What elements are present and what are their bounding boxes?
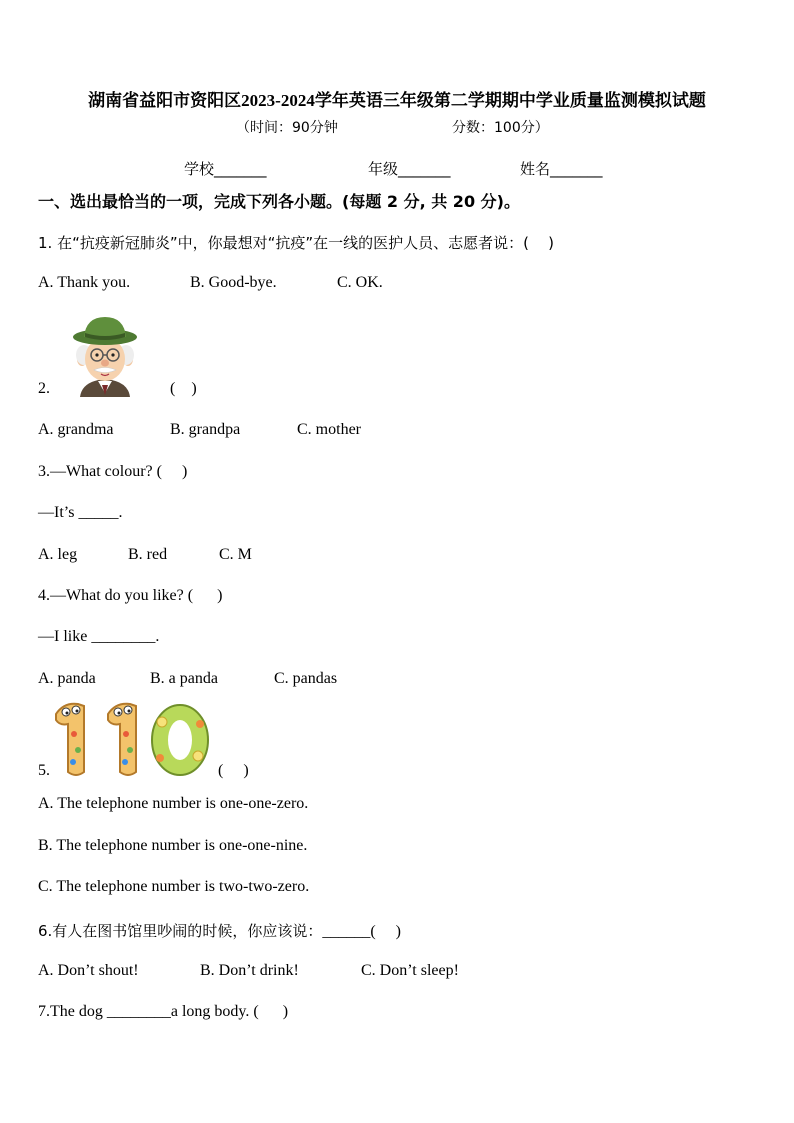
q4-option-b[interactable]: B. a panda <box>150 670 218 687</box>
page-title: 湖南省益阳市资阳区2023-2024学年英语三年级第二学期期中学业质量监测模拟试题 <box>88 91 706 110</box>
q1-stem: 1. 在“抗疫新冠肺炎”中，你最想对“抗疫”在一线的医护人员、志愿者说：( ) <box>38 234 554 252</box>
q2-option-b[interactable]: B. grandpa <box>170 421 241 438</box>
q3-option-b[interactable]: B. red <box>128 546 168 563</box>
q5-option-c[interactable]: C. The telephone number is two-two-zero. <box>38 878 310 895</box>
q3-answer-line: —It’s _____. <box>38 504 123 521</box>
q2-number: 2. <box>38 380 50 397</box>
q6-option-c[interactable]: C. Don’t sleep! <box>361 962 459 979</box>
school-field[interactable]: 学校_______ <box>184 160 267 178</box>
grandpa-image <box>70 315 140 397</box>
q6-blank[interactable]: ______( ) <box>322 923 401 940</box>
q1-option-a[interactable]: A. Thank you. <box>38 274 131 291</box>
q4-question: 4.—What do you like? ( ) <box>38 587 223 604</box>
q6-stem <box>38 920 401 941</box>
q5-option-a[interactable]: A. The telephone number is one-one-zero. <box>38 795 309 812</box>
q4-answer-line: —I like ________. <box>38 628 160 645</box>
q1-option-c[interactable]: C. OK. <box>337 274 383 291</box>
q5-number: 5. <box>38 762 50 779</box>
q2-answer-paren[interactable]: ( ) <box>170 380 197 397</box>
q3-question: 3.—What colour? ( ) <box>38 463 188 480</box>
q5-answer-paren[interactable]: ( ) <box>218 762 249 779</box>
q1-option-b[interactable]: B. Good-bye. <box>190 274 277 291</box>
score-label: 分数：100分） <box>452 120 549 136</box>
time-label: （时间：90分钟 <box>236 120 338 136</box>
q2-option-c[interactable]: C. mother <box>297 421 361 438</box>
q5-option-b[interactable]: B. The telephone number is one-one-nine. <box>38 837 308 854</box>
number-110-image <box>50 700 212 778</box>
grade-field[interactable]: 年级_______ <box>368 160 451 178</box>
section-heading: 一、选出最恰当的一项，完成下列各小题。(每题 2 分, 共 20 分)。 <box>38 192 520 211</box>
q3-option-a[interactable]: A. leg <box>38 546 78 563</box>
q6-option-b[interactable]: B. Don’t drink! <box>200 962 299 979</box>
q7-stem: 7.The dog ________a long body. ( ) <box>38 1003 289 1020</box>
q6-option-a[interactable]: A. Don’t shout! <box>38 962 139 979</box>
q6-stem-text: 6.有人在图书馆里吵闹的时候，你应该说： <box>38 922 323 940</box>
q3-option-c[interactable]: C. M <box>219 546 252 563</box>
q4-option-c[interactable]: C. pandas <box>274 670 338 687</box>
q4-option-a[interactable]: A. panda <box>38 670 96 687</box>
name-field[interactable]: 姓名_______ <box>520 160 603 178</box>
q2-option-a[interactable]: A. grandma <box>38 421 114 438</box>
